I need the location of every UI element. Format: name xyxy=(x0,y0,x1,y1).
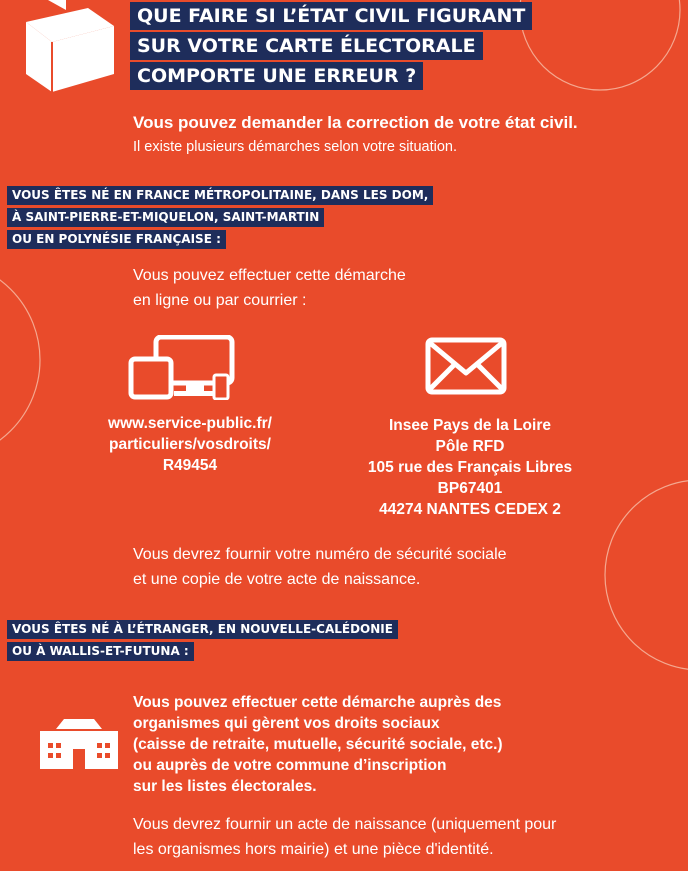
section1-header-line-2: À SAINT-PIERRE-ET-MIQUELON, SAINT-MARTIN xyxy=(7,208,324,227)
section2-header-line-1: VOUS ÊTES NÉ À L’ÉTRANGER, EN NOUVELLE-CALÉDONIE xyxy=(7,620,398,639)
building-icon xyxy=(40,717,118,769)
mail-address-line-5: 44274 NANTES CEDEX 2 xyxy=(379,501,561,518)
title-line-3: COMPORTE UNE ERREUR ? xyxy=(130,62,423,90)
section2-bold-line-1: Vous pouvez effectuer cette démarche auprès des xyxy=(133,694,502,711)
online-url-line-1[interactable]: www.service-public.fr/ xyxy=(108,415,272,432)
section2-header-line-2: OU À WALLIS-ET-FUTUNA : xyxy=(7,642,194,661)
section1-note-line-1: Vous devrez fournir votre numéro de sécurité sociale xyxy=(133,546,507,563)
section2-note-line-1: Vous devrez fournir un acte de naissance (uniquement pour xyxy=(133,816,557,833)
section1-header-line-1: VOUS ÊTES NÉ EN FRANCE MÉTROPOLITAINE, DANS LES DOM, xyxy=(7,186,433,205)
section1-intro-line-1: Vous pouvez effectuer cette démarche xyxy=(133,267,406,284)
section1-intro-line-2: en ligne ou par courrier : xyxy=(133,292,307,309)
intro-subtext: Il existe plusieurs démarches selon votre situation. xyxy=(133,139,457,155)
intro-bold-text: Vous pouvez demander la correction de votre état civil. xyxy=(133,113,578,132)
envelope-icon xyxy=(425,337,507,395)
section2-bold-line-3: (caisse de retraite, mutuelle, sécurité sociale, etc.) xyxy=(133,736,503,753)
mail-address-line-2: Pôle RFD xyxy=(435,438,505,455)
mail-address-line-1: Insee Pays de la Loire xyxy=(389,417,551,434)
mail-address-line-4: BP67401 xyxy=(437,480,503,497)
section2-bold-line-2: organismes qui gèrent vos droits sociaux xyxy=(133,715,440,732)
section2-bold-line-4: ou auprès de votre commune d’inscription xyxy=(133,757,447,774)
title-line-1: QUE FAIRE SI L’ÉTAT CIVIL FIGURANT xyxy=(130,2,532,30)
title-line-2: SUR VOTRE CARTE ÉLECTORALE xyxy=(130,32,483,60)
mail-address-line-3: 105 rue des Français Libres xyxy=(367,459,573,476)
online-url-line-3[interactable]: R49454 xyxy=(162,457,218,474)
ballot-box-icon xyxy=(18,0,118,95)
section2-bold-line-5: sur les listes électorales. xyxy=(133,778,317,795)
section1-note-line-2: et une copie de votre acte de naissance. xyxy=(133,571,421,588)
online-url-line-2[interactable]: particuliers/vosdroits/ xyxy=(109,436,271,453)
section1-header-line-3: OU EN POLYNÉSIE FRANÇAISE : xyxy=(7,230,226,249)
devices-icon xyxy=(128,335,238,400)
section2-note-line-2: les organismes hors mairie) et une pièce d'identité. xyxy=(133,841,494,858)
